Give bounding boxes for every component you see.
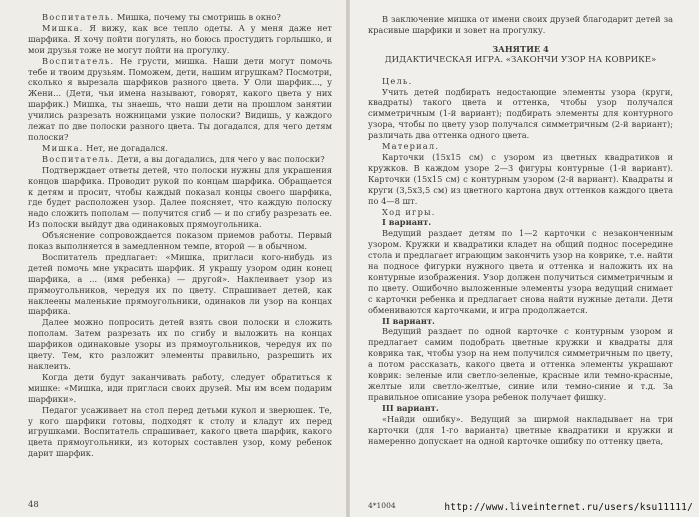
variant-1-heading: I вариант. [382,217,432,228]
intro-paragraph: В заключение мишка от имени своих друзей благодарит детей за красивые шарфики и зовет на прогулку. [368,14,673,35]
left-page [0,0,346,517]
signature-mark: 4*1004 [368,501,396,510]
speaker: Воспитатель. [42,12,115,22]
paragraph: Подтверждает ответы детей, что полоски нужны для украшения концов шарфика. Проводит рукой по концам шарфика. Обращается к детям и просит, чтобы каждый показал концы своего шарфика, где будет расположен узор. Далее поясняет, что каждую полоску надо сложить пополам — получится сгиб — и по сгибу разрезать ее. Из полоски выйдут два одинаковых прямоугольника. [28,164,332,230]
paragraph: Мишка. Я вижу, как все тепло одеты. А у меня даже нет шарфика. Я хочу пойти погулять, но боюсь простудить горлышко, и мои друзья тоже не могут пойти на прогулку. [28,22,332,55]
course-heading: Ход игры. [382,206,436,217]
paragraph: Воспитатель. Дети, а вы догадались, для чего у вас полоски? [42,153,325,164]
material-heading: Материал. [382,141,440,152]
paragraph: Далее можно попросить детей взять свои полоски и сложить пополам. Затем разрезать их по сгибу и выложить на концах шарфиков одинаковые узоры из прямоугольников, чередуя их по цвету. Тем, кто разложит элементы правильно, разрешить их наклеить. [28,317,332,371]
variant-2-heading: II вариант. [382,315,435,326]
speaker: Мишка. [42,22,84,33]
paragraph: Когда дети будут заканчивать работу, следует обратиться к мишке: «Мишка, иди пригласи своих друзей. Мы им всем подарим шарфики». [28,371,332,404]
lesson-subtitle: ДИДАКТИЧЕСКАЯ ИГРА. «ЗАКОНЧИ УЗОР НА КОВРИКЕ» [384,54,657,65]
paragraph: Объяснение сопровождается показом приемов работы. Первый показ выполняется в замедленном темпе, второй — в обычном. [28,230,332,252]
paragraph: Воспитатель. Мишка, почему ты смотришь в окно? [42,12,281,22]
variant-2-text: Ведущий раздает по одной карточке с контурным узором и предлагает самим подобрать цветные кружки и квадраты для коврика так, чтобы узор на нем получился симметричным по цвету, а потом рассказать, какого цвета и оттенка элементы украшают коврик: зеленые или светло-зеленые, красные или темно-красные, желтые или светло-желтые, синие или темно-синие и т.д. За правильное описание узора ребенок получает фишку. [368,326,673,402]
paragraph: Педагог усаживает на стол перед детьми кукол и зверюшек. Те, у кого шарфики готовы, подходят к столу и кладут их перед игрушками. Воспитатель спрашивает, какого цвета шарфик, какого цвета прямоугольники, из которых составлен узор, кому ребенок дарит шарфик. [28,404,332,459]
speaker: Воспитатель. [42,153,115,164]
paragraph: Воспитатель предлагает: «Мишка, пригласи кого-нибудь из детей помочь мне украсить шарфик. Я украшу узором один конец шарфика, а ... (имя ребенка) — другой». Наклеивает узор из прямоугольников, чередуя их по цвету. Спрашивает детей, как наклеены маленькие прямоугольники, одинаков ли узор на концах шарфика. [28,251,332,317]
variant-3-text: «Найди ошибку». Ведущий за ширмой накладывает на три карточки (для 1-го варианта) цветные квадратики и кружки и намеренно допускает на одной карточке ошибку по оттенку цвета, [368,413,673,446]
right-page [350,0,699,517]
goal-text: Учить детей подбирать недостающие элементы узора (круги, квадраты) такого цвета и оттенка, чтобы узор получался симметричным (1-й вариант); подбирать элементы для контурного узора, чтобы по цвету узор получался симметричным (2-й вариант); различать два оттенка одного цвета. [368,86,673,141]
right-page-text [368,14,673,446]
goal-heading: Цель. [382,75,413,86]
lesson-title: ЗАНЯТИЕ 4 [492,43,549,54]
left-page-text [28,12,332,459]
paragraph: Воспитатель. Не грусти, мишка. Наши дети могут помочь тебе и твоим друзьям. Поможем, дети, нашим игрушкам? Посмотри, сколько я вырезала шарфиков разного цвета. У Оли шарфик..., у Жени... (Дети, чьи имена называют, говорят, какого цвета у них шарфик.) Мишка, ты знаешь, что наши дети на прошлом занятии учились разрезать ножницами узкие полоски? Видишь, у каждого лежат по две полоски разного цвета. Ты догадался, для чего детям полоски? [28,55,332,142]
paragraph: Мишка. Нет, не догадался. [42,142,169,153]
variant-1-text: Ведущий раздает детям по 1—2 карточки с незаконченным узором. Кружки и квадратики кладет на общий поднос посередине стола и предлагает играющим закончить узор на коврике, т.е. найти на подносе фигурки нужного цвета и оттенка и наложить их на контурные изображения. Узор должен получиться симметричным и по цвету. Ошибочно выложенные элементы узора ведущий снимает с карточки ребенка и предлагает снова найти нужные детали. Дети обмениваются карточками, и игра продолжается. [368,228,673,315]
page-number: 48 [28,500,39,510]
variant-3-heading: III вариант. [382,402,439,413]
speaker: Воспитатель. [42,55,115,66]
material-text: Карточки (15х15 см) с узором из цветных квадратиков и кружков. В каждом узоре 2—3 фигуры контурные (1-й вариант). Карточки (15х15 см) с контурным узором (2-й вариант). Квадраты и круги (3,5х3,5 см) из цветного картона двух оттенков каждого цвета по 4—8 шт. [368,151,673,206]
watermark-url: http://www.liveinternet.ru/users/ksu11111/ [444,502,693,513]
speaker: Мишка. [42,142,84,153]
